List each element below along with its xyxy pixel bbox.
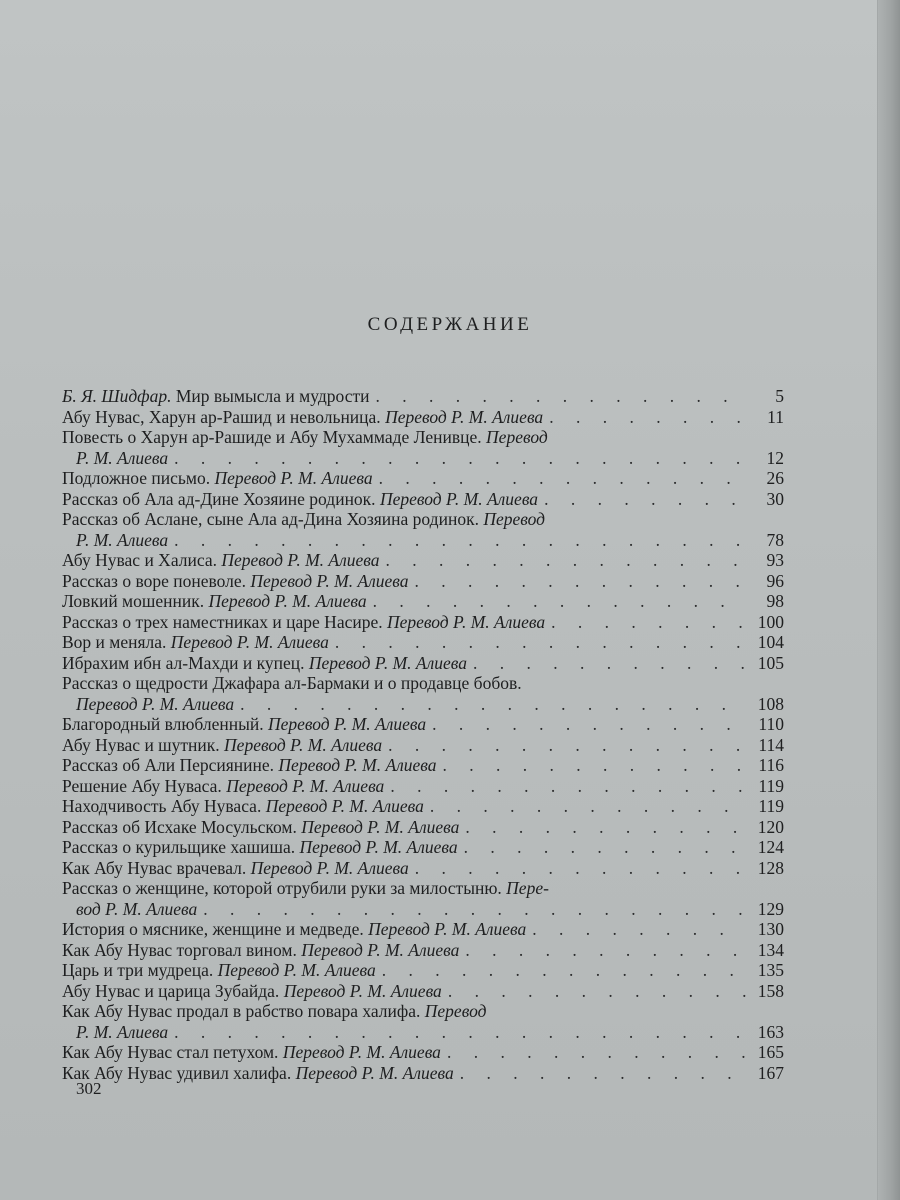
toc-line (62, 1001, 784, 1022)
toc-page-number: 167 (757, 1062, 784, 1083)
toc-entry (62, 407, 784, 428)
toc-translator: Перевод Р. М. Алиева (221, 550, 380, 570)
toc-page-number: 116 (758, 755, 784, 775)
leader-dots (426, 714, 746, 735)
toc-title: Подложное письмо. (62, 468, 215, 488)
toc-translator: Перевод Р. М. Алиева (301, 816, 460, 837)
toc-translator: Р. М. Алиева (76, 529, 169, 550)
toc-title: Рассказ об Аслане, сыне Ала ад-Дина Хозяина родинок. (62, 509, 484, 529)
toc-translator: Перевод (483, 509, 545, 529)
toc-title: Рассказ об Ала ад-Дине Хозяине родинок. (62, 488, 380, 509)
toc-title: Ловкий мошенник. (62, 591, 209, 611)
toc-entry (62, 714, 784, 735)
toc-line (62, 981, 784, 1002)
toc-line (62, 796, 784, 817)
toc-translator: Перевод (424, 1001, 487, 1021)
toc-page-number: 12 (766, 447, 784, 468)
toc-title: Рассказ об Али Персиянине. (62, 755, 279, 775)
leader-dots (234, 694, 746, 715)
toc-author: Б. Я. Шидфар. (62, 386, 172, 406)
toc-translator: Перевод Р. М. Алиева (368, 919, 527, 939)
toc-line (62, 591, 784, 612)
toc-title: Царь и три мудреца. (62, 960, 218, 980)
toc-line (62, 673, 784, 694)
toc-translator: Р. М. Алиева (76, 447, 169, 468)
toc-page-number: 119 (758, 775, 784, 796)
toc-translator: Р. М. Алиева (76, 1021, 169, 1042)
toc-translator: Перевод Р. М. Алиева (250, 570, 409, 591)
toc-line (62, 735, 784, 756)
toc-page-number: 129 (757, 898, 784, 919)
toc-entry (62, 612, 784, 633)
toc-page-number: 30 (766, 488, 784, 509)
toc-page-number: 119 (758, 796, 784, 816)
leader-dots (543, 407, 746, 428)
leader-dots (467, 653, 746, 674)
toc-translator: Перевод Р. М. Алиева (226, 775, 385, 796)
toc-entry (62, 755, 784, 776)
toc-line (62, 632, 784, 653)
toc-page-number: 100 (757, 611, 784, 632)
toc-line (62, 817, 784, 838)
toc-page-number: 124 (757, 837, 784, 857)
toc-title: Рассказ о курильщике хашиша. (62, 837, 300, 857)
toc-translator: Перевод Р. М. Алиева (282, 1042, 441, 1062)
leader-dots (424, 796, 746, 817)
toc-translator: Перевод Р. М. Алиева (295, 1062, 454, 1083)
toc-title: Повесть о Харун ар-Рашиде и Абу Мухаммаде Ленивце. (62, 427, 487, 447)
toc-translator: Перевод Р. М. Алиева (385, 406, 544, 427)
leader-dots (545, 612, 746, 633)
toc-page-number: 114 (758, 734, 784, 755)
leader-dots (329, 632, 746, 653)
toc-translator: Перевод Р. М. Алиева (267, 714, 427, 734)
toc-line (62, 878, 784, 899)
toc-title: Абу Нувас и шутник. (62, 734, 225, 755)
toc-page-number: 158 (757, 980, 784, 1001)
toc-title: Как Абу Нувас удивил халифа. (62, 1062, 296, 1083)
leader-dots (384, 776, 746, 797)
toc-translator: Пере- (506, 878, 549, 898)
toc-entry (62, 632, 784, 653)
toc-line (62, 407, 784, 428)
leader-dots (458, 837, 746, 858)
toc-entry (62, 858, 784, 879)
toc-title: Находчивость Абу Нуваса. (62, 796, 266, 816)
toc-title: Абу Нувас, Харун ар-Рашид и невольница. (62, 406, 386, 427)
leader-dots (459, 940, 746, 961)
toc-entry (62, 837, 784, 858)
page-title: СОДЕРЖАНИЕ (367, 314, 533, 335)
toc-entry (62, 427, 784, 468)
toc-title: Как Абу Нувас стал петухом. (62, 1042, 283, 1062)
toc-page-number: 130 (757, 919, 784, 939)
toc-line (62, 653, 784, 674)
toc-title: Рассказ о щедрости Джафара ал-Бармаки и о продавце бобов. (62, 673, 522, 693)
toc-title: Ибрахим ибн ал-Махди и купец. (62, 652, 309, 673)
toc-page-number: 5 (775, 386, 784, 406)
toc-entry (62, 919, 784, 940)
toc-title: Абу Нувас и царица Зубайда. (62, 980, 284, 1001)
leader-dots (373, 468, 746, 489)
leader-dots (382, 735, 746, 756)
leader-dots (526, 919, 746, 940)
leader-dots (168, 530, 746, 551)
toc-title: Рассказ о трех наместниках и царе Насире. (62, 611, 387, 632)
toc-translator: Перевод Р. М. Алиева (301, 939, 460, 960)
toc-entry (62, 653, 784, 674)
toc-translator: Перевод Р. М. Алиева (76, 693, 235, 714)
page-edge (877, 0, 900, 1200)
toc-translator: Перевод (486, 427, 548, 447)
toc-entry (62, 1063, 784, 1084)
toc-line (62, 776, 784, 797)
leader-dots (409, 571, 746, 592)
toc-entry (62, 796, 784, 817)
toc-line (62, 571, 784, 592)
leader-dots (370, 386, 747, 407)
toc-entry (62, 817, 784, 838)
toc-page-number: 120 (757, 816, 784, 837)
toc-page-number: 108 (757, 693, 784, 714)
toc-entry (62, 940, 784, 961)
toc-entry (62, 776, 784, 797)
toc-title: Как Абу Нувас торговал вином. (62, 939, 302, 960)
toc-entry (62, 550, 784, 571)
toc-page-number: 93 (766, 550, 784, 570)
toc-line (62, 899, 784, 920)
leader-dots (454, 1063, 746, 1084)
toc-entry (62, 878, 784, 919)
leader-dots (538, 489, 746, 510)
toc-title: Как Абу Нувас врачевал. (62, 857, 251, 878)
toc-title: Вор и меняла. (62, 632, 171, 652)
toc-title: Мир вымысла и мудрости (171, 386, 370, 406)
toc-page-number: 163 (757, 1021, 784, 1042)
toc-page-number: 134 (757, 939, 784, 960)
toc-entry (62, 386, 784, 407)
toc-translator: Перевод Р. М. Алиева (208, 591, 367, 611)
toc-line (62, 1042, 784, 1063)
toc-page-number: 110 (758, 714, 784, 734)
toc-line (62, 755, 784, 776)
toc-translator: Перевод Р. М. Алиева (224, 734, 383, 755)
toc-page-number: 104 (757, 632, 784, 652)
toc-line (62, 694, 784, 715)
toc-entry (62, 673, 784, 714)
toc-entry (62, 735, 784, 756)
leader-dots (437, 755, 746, 776)
page-number: 302 (76, 1079, 102, 1098)
toc-page-number: 128 (757, 857, 784, 878)
toc-line (62, 530, 784, 551)
toc-line (62, 714, 784, 735)
toc-entry (62, 509, 784, 550)
toc-page-number: 26 (766, 468, 784, 488)
leader-dots (168, 448, 746, 469)
toc-entry (62, 591, 784, 612)
toc-line (62, 386, 784, 407)
toc-translator: Перевод Р. М. Алиева (308, 652, 467, 673)
toc-page-number: 165 (757, 1042, 784, 1062)
leader-dots (442, 981, 746, 1002)
toc-translator: Перевод Р. М. Алиева (217, 960, 376, 980)
toc-line (62, 858, 784, 879)
toc-title: Абу Нувас и Халиса. (62, 550, 222, 570)
toc-entry (62, 571, 784, 592)
toc-line (62, 509, 784, 530)
toc-line (62, 448, 784, 469)
toc-title: Благородный влюбленный. (62, 714, 268, 734)
toc-translator: Перевод Р. М. Алиева (278, 755, 437, 775)
leader-dots (376, 960, 746, 981)
toc-page-number: 135 (757, 960, 784, 980)
toc-line (62, 1063, 784, 1084)
toc-title: Решение Абу Нуваса. (62, 775, 227, 796)
toc-title: Как Абу Нувас продал в рабство повара халифа. (62, 1001, 425, 1021)
toc-translator: вод Р. М. Алиева (76, 898, 198, 919)
toc-translator: Перевод Р. М. Алиева (214, 468, 373, 488)
toc-translator: Перевод Р. М. Алиева (250, 857, 409, 878)
leader-dots (379, 550, 746, 571)
toc-line (62, 1022, 784, 1043)
toc-line (62, 919, 784, 940)
toc-translator: Перевод Р. М. Алиева (283, 980, 442, 1001)
leader-dots (459, 817, 746, 838)
toc-entry (62, 468, 784, 489)
toc-line (62, 837, 784, 858)
table-of-contents (62, 386, 784, 1083)
toc-translator: Перевод Р. М. Алиева (170, 632, 329, 652)
toc-translator: Перевод Р. М. Алиева (299, 837, 458, 857)
toc-title: Рассказ о воре поневоле. (62, 570, 251, 591)
toc-line (62, 940, 784, 961)
toc-line (62, 612, 784, 633)
toc-entry (62, 960, 784, 981)
toc-entry (62, 981, 784, 1002)
leader-dots (367, 591, 746, 612)
toc-title: Рассказ об Исхаке Мосульском. (62, 816, 302, 837)
leader-dots (197, 899, 746, 920)
toc-page-number: 78 (766, 529, 784, 550)
toc-line (62, 427, 784, 448)
toc-line (62, 960, 784, 981)
leader-dots (409, 858, 746, 879)
leader-dots (168, 1022, 746, 1043)
toc-line (62, 489, 784, 510)
toc-page-number: 11 (767, 406, 784, 427)
toc-page-number: 98 (766, 591, 784, 611)
toc-title: История о мяснике, женщине и медведе. (62, 919, 369, 939)
leader-dots (441, 1042, 746, 1063)
toc-page-number: 96 (766, 570, 784, 591)
toc-translator: Перевод Р. М. Алиева (386, 611, 546, 632)
toc-translator: Перевод Р. М. Алиева (379, 488, 539, 509)
toc-entry (62, 1001, 784, 1042)
toc-line (62, 550, 784, 571)
toc-translator: Перевод Р. М. Алиева (265, 796, 424, 816)
toc-entry (62, 489, 784, 510)
toc-entry (62, 1042, 784, 1063)
toc-page-number: 105 (757, 652, 784, 673)
toc-line (62, 468, 784, 489)
toc-title: Рассказ о женщине, которой отрубили руки за милостыню. (62, 878, 507, 898)
